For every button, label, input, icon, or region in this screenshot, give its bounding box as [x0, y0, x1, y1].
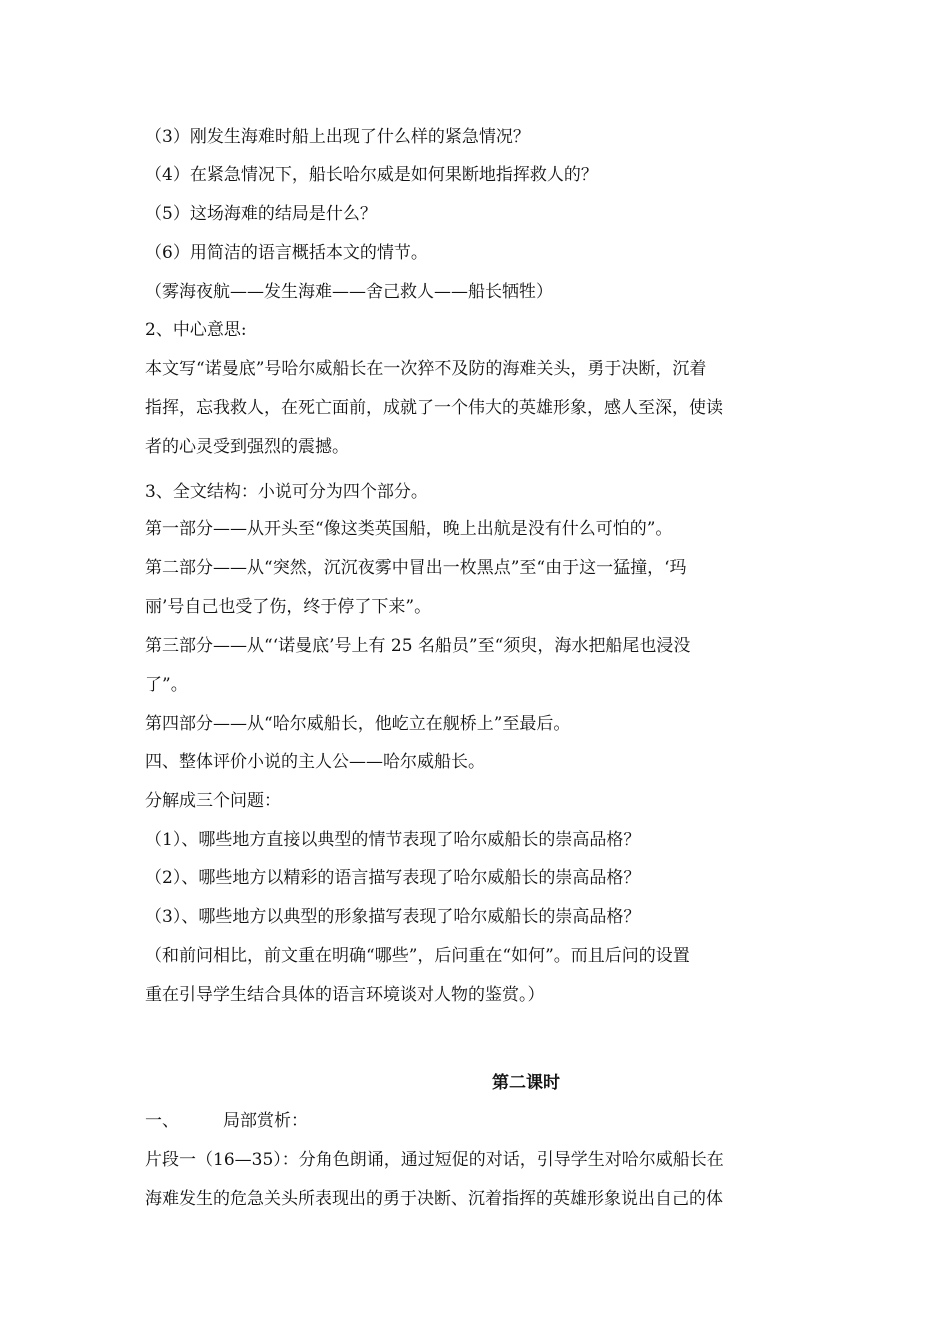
section-heading: 第二课时 [492, 1073, 560, 1093]
part-two-continued: 丽’号自己也受了伤，终于停了下来”。 [145, 597, 432, 617]
part-three: 第三部分——从“‘诺曼底’号上有 25 名船员”至“须臾，海水把船尾也浸没 [145, 636, 691, 656]
paragraph-line: 片段一（16—35）：分角色朗诵，通过短促的对话，引导学生对哈尔威船长在 [145, 1150, 724, 1170]
question-5: （5）这场海难的结局是什么？ [145, 204, 377, 224]
paragraph-line: 重在引导学生结合具体的语言环境谈对人物的鉴赏。） [145, 985, 545, 1005]
question-6: （6）用简洁的语言概括本文的情节。 [145, 243, 428, 263]
part-two: 第二部分——从“突然，沉沉夜雾中冒出一枚黑点”至“由于这一猛撞，‘玛 [145, 558, 687, 578]
outline-number: 一、 [145, 1111, 179, 1131]
paragraph-line: （和前问相比，前文重在明确“哪些”，后问重在“如何”。而且后问的设置 [145, 946, 690, 966]
paragraph-line: 海难发生的危急关头所表现出的勇于决断、沉着指挥的英雄形象说出自己的体 [145, 1189, 723, 1209]
part-four: 第四部分——从“哈尔威船长，他屹立在舰桥上”至最后。 [145, 714, 571, 734]
evaluation-question-3: （3）、哪些地方以典型的形象描写表现了哈尔威船长的崇高品格？ [145, 907, 641, 927]
part-three-continued: 了”。 [145, 675, 188, 695]
paragraph-line: 指挥，忘我救人，在死亡面前，成就了一个伟大的英雄形象，感人至深，使读 [145, 398, 723, 418]
part-one: 第一部分——从开头至“像这类英国船，晚上出航是没有什么可怕的”。 [145, 519, 673, 539]
evaluation-question-2: （2）、哪些地方以精彩的语言描写表现了哈尔威船长的崇高品格？ [145, 868, 641, 888]
question-3: （3）刚发生海难时船上出现了什么样的紧急情况？ [145, 127, 530, 147]
paragraph-line: 分解成三个问题： [145, 791, 281, 811]
section-evaluation-heading: 四、整体评价小说的主人公——哈尔威船长。 [145, 752, 485, 772]
plot-summary: （雾海夜航——发生海难——舍己救人——船长牺牲） [145, 282, 553, 302]
paragraph-line: 本文写“诺曼底”号哈尔威船长在一次猝不及防的海难关头，勇于决断，沉着 [145, 359, 707, 379]
question-4: （4）在紧急情况下，船长哈尔威是如何果断地指挥救人的？ [145, 165, 598, 185]
paragraph-line: 者的心灵受到强烈的震撼。 [145, 437, 349, 457]
section-structure-heading: 3、全文结构：小说可分为四个部分。 [145, 482, 428, 502]
outline-heading [145, 1109, 815, 1133]
evaluation-question-1: （1）、哪些地方直接以典型的情节表现了哈尔威船长的崇高品格？ [145, 830, 641, 850]
section-central-idea-heading: 2、中心意思: [145, 320, 247, 340]
outline-title: 局部赏析： [223, 1111, 308, 1131]
